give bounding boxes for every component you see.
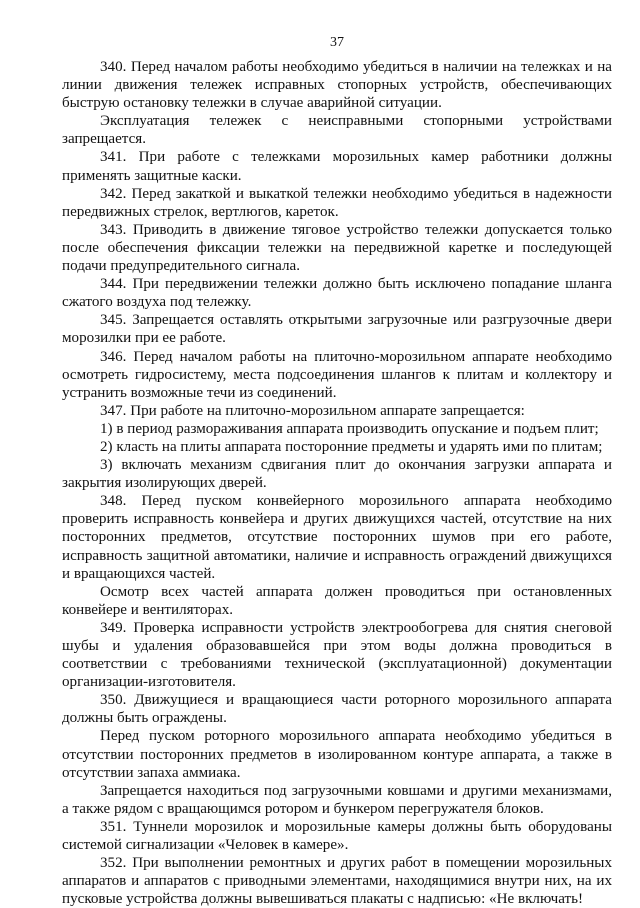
list-item-347-2: 2) класть на плиты аппарата посторонние предметы и ударять ими по плитам; xyxy=(100,438,603,455)
paragraph-350-note-2: Запрещается находиться под загрузочными ковшами и другими механизмами, а также рядом с вращающимся ротором и бункером перегружателя блоков. xyxy=(62,782,612,817)
paragraph-340-note: Эксплуатация тележек с неисправными стопорными устройствами запрещается. xyxy=(62,113,612,148)
paragraph-352: 352. При выполнении ремонтных и других работ в помещении морозильных аппаратов и аппаратов с приводными элементами, находящимися внутри них, на их пусковые устройства должны вывешиваться плакаты с надписью: «Не включать! xyxy=(62,855,612,908)
paragraph-342: 342. Перед закаткой и выкаткой тележки необходимо убедиться в надежности передвижных стрелок, вертлюгов, кареток. xyxy=(62,185,612,220)
paragraph-348: 348. Перед пуском конвейерного морозильного аппарата необходимо проверить исправность конвейера и других движущихся частей, отсутствие на них посторонних предметов, отсутствие посторонних шумов при его работе, исправность защитной автоматики, наличие и исправность ограждений движущихся и вращающихся частей. xyxy=(62,493,612,582)
paragraph-340: 340. Перед началом работы необходимо убедиться в наличии на тележках и на линии движения тележек исправных стопорных устройств, обеспечивающих быструю остановку тележки в случае аварийной ситуации. xyxy=(62,59,612,112)
paragraph-350-note-1: Перед пуском роторного морозильного аппарата необходимо убедиться в отсутствии посторонних предметов в изолированном контуре аппарата, а также в отсутствии запаха аммиака. xyxy=(62,728,612,781)
paragraph-346: 346. Перед началом работы на плиточно-морозильном аппарате необходимо осмотреть гидросистему, места подсоединения шлангов к плитам и коллектору и устранить возможные течи из соединений. xyxy=(62,348,612,401)
list-item-347-1: 1) в период размораживания аппарата производить опускание и подъем плит; xyxy=(100,420,599,437)
paragraph-347: 347. При работе на плиточно-морозильном аппарате запрещается: xyxy=(100,402,525,419)
paragraph-344: 344. При передвижении тележки должно быть исключено попадание шланга сжатого воздуха под тележку. xyxy=(62,276,612,311)
paragraph-349: 349. Проверка исправности устройств электрообогрева для снятия снеговой шубы и удаления образовавшейся при этом воды должна проводиться в соответствии с требованиями технической (эксплуатационной) документации организации-изготовителя. xyxy=(62,619,612,691)
paragraph-350: 350. Движущиеся и вращающиеся части роторного морозильного аппарата должны быть ограждены. xyxy=(62,692,612,727)
paragraph-348-note: Осмотр всех частей аппарата должен проводиться при остановленных конвейере и вентиляторах. xyxy=(62,583,612,618)
paragraph-345: 345. Запрещается оставлять открытыми загрузочные или разгрузочные двери морозилки при ее работе. xyxy=(62,312,612,347)
text-body xyxy=(62,58,612,908)
list-item-347-3: 3) включать механизм сдвигания плит до окончания загрузки аппарата и закрытия изолирующих дверей. xyxy=(62,457,612,492)
paragraph-351: 351. Туннели морозилок и морозильные камеры должны быть оборудованы системой сигнализации «Человек в камере». xyxy=(62,818,612,854)
paragraph-341: 341. При работе с тележками морозильных камер работники должны применять защитные каски. xyxy=(62,149,612,184)
page-number: 37 xyxy=(330,35,344,50)
paragraph-343: 343. Приводить в движение тяговое устройство тележки допускается только после обеспечения фиксации тележки на передвижной каретке и последующей подачи предупредительного сигнала. xyxy=(62,221,612,275)
